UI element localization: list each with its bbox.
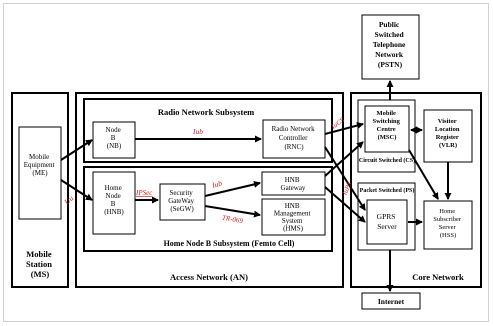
iub-interface-label: Iub [193,127,203,136]
msc-label: Mobile Switching Centre (MSC) [372,110,400,141]
gprs-server-label: GPRS Server [376,212,397,231]
segw-to-hms-link [205,206,260,215]
uu-interface-label: Uu [62,193,76,207]
access-network-label: Access Network (AN) [170,272,248,282]
mobile-equipment-label: Mobile Equipment (ME) [23,153,55,177]
vlr-label: Visitor Location Register (VLR) [434,118,460,149]
hss-label: Home Subscriber Server (HSS) [433,208,462,239]
ipsec-interface-label: IPSec [136,189,153,197]
rns-label: Radio Network Subsystem [157,107,255,117]
node-b-label: Node B (NB) [105,126,122,150]
core-network-label: Core Network [412,272,464,282]
pstn-label: Public Switched Telephone Network (PSTN) [372,20,406,69]
hnb-gateway-label: HNB Gateway [280,176,306,192]
iucs-interface-label: IuCS [329,116,346,131]
internet-label: Internet [377,297,405,306]
iub2-interface-label: Iub [211,178,223,190]
segw-label: Security GateWay (SeGW) [168,189,195,213]
iups-interface-label: IuPS [340,180,354,197]
home-node-b-label: Home Node B (HNB) [104,184,124,216]
ps-label: Packet Switched (PS) [359,188,415,194]
rnc-label: Radio Network Controller (RNC) [271,125,315,151]
hms-label: HNB Management System (HMS) [273,202,311,233]
hnbs-label: Home Node B Subsystem (Femto Cell) [163,239,295,248]
mobile-station-label: Mobile Station (MS) [25,249,52,279]
cs-label: Circuit Switched (CS) [358,158,416,164]
tr069-interface-label: TR-069 [221,213,244,226]
